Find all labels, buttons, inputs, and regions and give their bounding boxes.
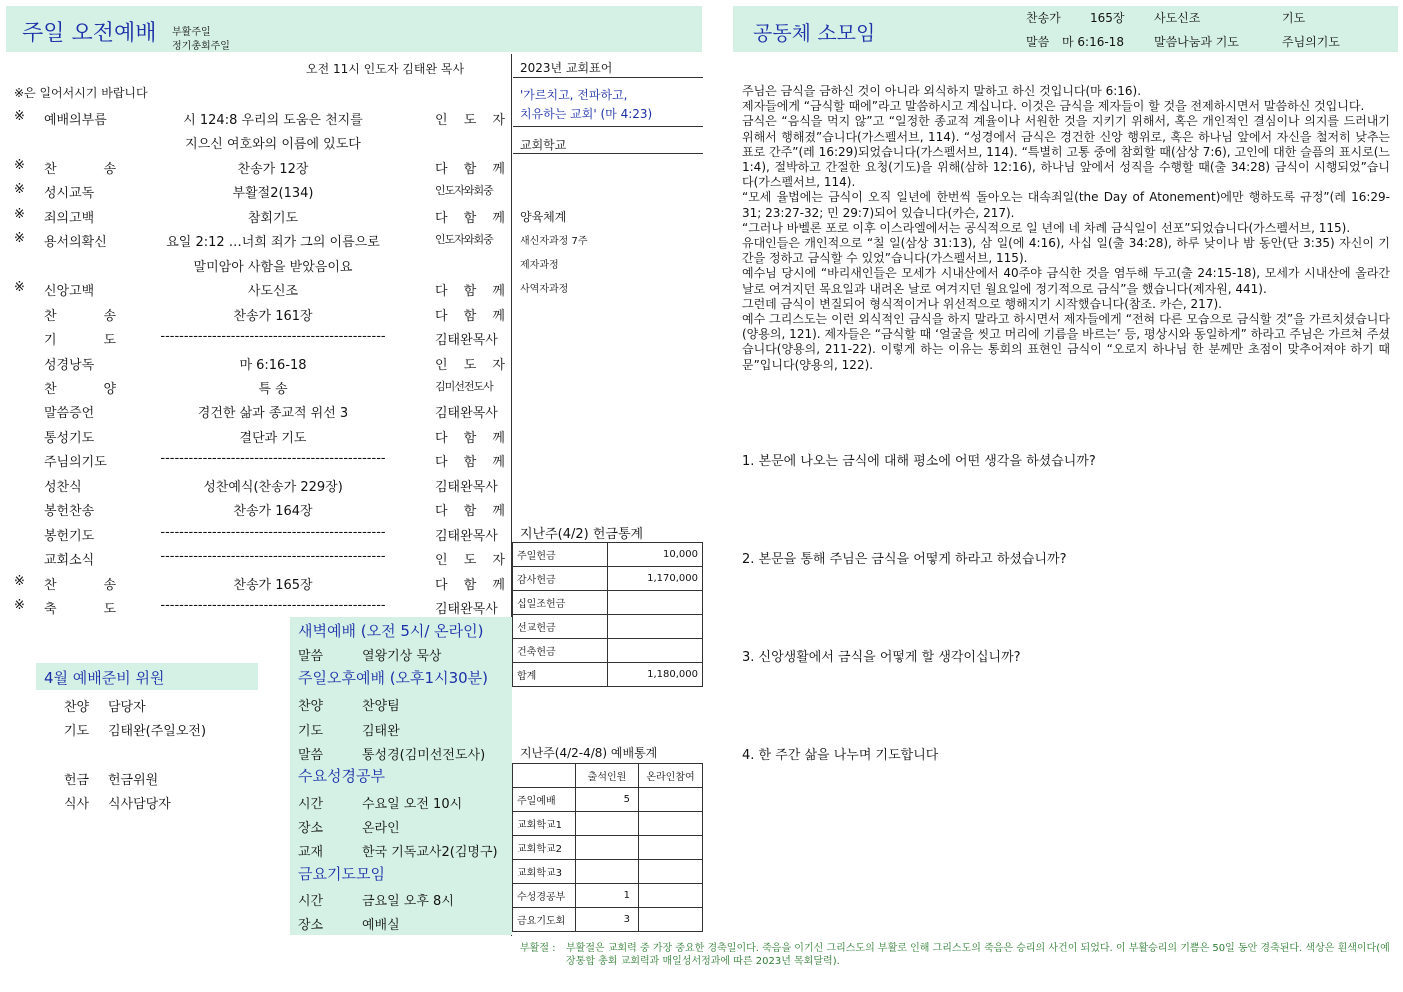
order-person: 다 함 께 xyxy=(435,577,505,593)
order-row xyxy=(10,350,505,374)
order-label: 신앙고백 xyxy=(44,284,95,300)
study-paragraph: 예수님 당시에 “바리새인들은 모세가 시내산에서 40주야 금식한 것을 염두해 두고(출 24:15-18), 모세가 시내산에 올라간 날로 여겨지던 목요일과 내려온 날로 여겨지던 월요일에 정기적으로 금식”을 했습니다(제자원, 441). xyxy=(742,266,1390,296)
order-content: 경건한 삶과 종교적 위선 3 xyxy=(197,406,349,422)
order-label: 용서의확신 xyxy=(44,235,107,251)
order-row xyxy=(10,325,505,349)
study-text xyxy=(742,84,1390,373)
order-person: 김태완목사 xyxy=(435,602,498,617)
order-label: 봉헌기도 xyxy=(44,528,95,544)
attendance-count: 3 xyxy=(576,908,639,932)
order-label: 성시교독 xyxy=(44,186,95,202)
service-info: 오전 11시 인도자 김태완 목사 xyxy=(306,62,465,76)
order-person: 인도자와회중 xyxy=(435,184,493,198)
committee-role: 기도 xyxy=(64,724,90,739)
question-1: 1. 본문에 나오는 금식에 대해 평소에 어떤 생각을 하셨습니까? xyxy=(742,454,1096,469)
order-row xyxy=(10,447,505,471)
order-content: 성찬예식(찬송가 229장) xyxy=(203,479,343,495)
right-header-banner xyxy=(733,6,1398,52)
study-paragraph: 유대인들은 개인적으로 “칠 일(삼상 31:13), 삼 일(에 4:16), 사십 일(출 34:28), 하루 낮이나 밤 동안(단 3:35) 자신이 기간을 정하고 금식할 수 있었”습니다(가스펠서브, 115). xyxy=(742,236,1390,266)
motto-label: 2023년 교회표어 xyxy=(520,61,613,75)
order-row xyxy=(10,594,505,618)
order-label: 성경낭독 xyxy=(44,357,95,373)
order-label: 기 도 xyxy=(44,333,116,349)
afternoon-value-2: 김태완 xyxy=(362,724,400,739)
offering-amount: 1,170,000 xyxy=(608,567,703,591)
order-content: 결단과 기도 xyxy=(239,430,307,446)
hymn-value: 165장 xyxy=(1090,11,1125,25)
order-content: 지으신 여호와의 이름에 있도다 xyxy=(185,137,361,153)
attendance-name: 교회학교2 xyxy=(513,836,576,860)
offering-amount xyxy=(608,591,703,615)
creed-text: 사도신조 xyxy=(1154,11,1201,25)
order-person: 다 함 께 xyxy=(435,430,505,446)
order-label: 죄의고백 xyxy=(44,210,95,226)
dawn-title: 새벽예배 (오전 5시/ 온라인) xyxy=(298,622,484,640)
offering-name: 선교헌금 xyxy=(513,615,608,639)
order-content: 요일 2:12 …너희 죄가 그의 이름으로 xyxy=(166,235,380,251)
offering-amount: 1,180,000 xyxy=(608,663,703,687)
dawn-value: 열왕기상 묵상 xyxy=(362,649,442,664)
offering-name: 합계 xyxy=(513,663,608,687)
standing-mark: ※ xyxy=(14,206,25,222)
order-content: ------------------------------------------------ xyxy=(160,598,386,613)
order-content: 찬송가 161장 xyxy=(233,308,313,324)
committee-name: 헌금위원 xyxy=(108,773,159,788)
order-row xyxy=(10,398,505,422)
order-person: 김태완목사 xyxy=(435,406,498,422)
order-person: 다 함 께 xyxy=(435,308,505,324)
wednesday-label-3: 교재 xyxy=(298,845,324,860)
attendance-row xyxy=(513,860,703,884)
offering-title: 지난주(4/2) 헌금통계 xyxy=(520,527,644,542)
order-person: 김미선전도사 xyxy=(435,379,493,393)
order-content: 찬송가 12장 xyxy=(237,161,309,177)
friday-title: 금요기도모임 xyxy=(298,865,385,883)
order-person: 김태완목사 xyxy=(435,528,498,544)
standing-mark: ※ xyxy=(14,598,25,613)
committee-name: 식사담당자 xyxy=(108,797,171,812)
standing-mark: ※ xyxy=(14,182,25,198)
wednesday-title: 수요성경공부 xyxy=(298,767,385,785)
header-sub2: 정기총회주일 xyxy=(172,41,230,52)
wednesday-label-1: 시간 xyxy=(298,797,324,812)
attendance-online xyxy=(639,908,703,932)
order-row xyxy=(10,472,505,496)
order-content: 찬송가 165장 xyxy=(233,577,313,593)
study-paragraph: 금식은 “음식을 먹지 않”고 “일정한 종교적 계율이나 서원한 것을 지키기 위해서, 혹은 개인적인 결심이나 의지를 드러내기 위해서 행해졌”습니다(가스펠서브, 114). “성경에서 금식은 경건한 신앙 행위로, 혹은 하나님 앞에서 자신을 철저히 낮추는 표로 간주”(레 16:29)되었습니다(가스펠서브, 114). “특별히 고통 중에 참회할 때(삼상 7:6), 고인에 대한 슬픔의 표시로(느 1:4), 절박하고 간절한 요청(기도)을 위해(삼하 12:16), 하나님 앞에서 성직을 수행할 때(출 34:28) 금식이 시행되었”습니다(가스펠서브, 114). xyxy=(742,114,1390,190)
committee-role: 식사 xyxy=(64,797,90,812)
attendance-count: 1 xyxy=(576,884,639,908)
order-content: 사도신조 xyxy=(247,284,299,300)
word-label: 말씀 xyxy=(1026,35,1050,49)
rise-note: ※은 일어서시기 바랍니다 xyxy=(14,86,148,100)
offering-amount: 10,000 xyxy=(608,543,703,567)
attendance-row xyxy=(513,884,703,908)
order-row xyxy=(10,496,505,520)
order-content: 시 124:8 우리의 도움은 천지를 xyxy=(183,113,363,128)
order-row xyxy=(10,154,505,178)
standing-mark: ※ xyxy=(14,573,25,589)
attendance-online xyxy=(639,812,703,836)
offering-amount xyxy=(608,639,703,663)
order-row xyxy=(10,521,505,545)
order-row xyxy=(10,105,505,129)
dawn-label: 말씀 xyxy=(298,649,324,664)
attendance-name: 교회학교1 xyxy=(513,812,576,836)
attendance-name: 교회학교3 xyxy=(513,860,576,884)
other-services-box xyxy=(290,617,512,935)
attendance-count xyxy=(576,860,639,884)
attendance-name: 주일예배 xyxy=(513,788,576,812)
order-row xyxy=(10,276,505,300)
footnote-label: 부활절 : xyxy=(520,943,556,954)
afternoon-label-1: 찬양 xyxy=(298,699,324,714)
motto-line2: 치유하는 교회' (마 4:23) xyxy=(520,107,653,121)
attendance-header xyxy=(513,764,576,788)
order-row xyxy=(10,252,505,276)
study-paragraph: 예수 그리스도는 이런 외식적인 금식을 하지 말라고 하시면서 제자들에게 “전혀 다른 모습으로 금식할 것”을 가르치셨습니다(양용의, 121). 제자들은 “금식할 때 ‘얼굴을 씻고 머리에 기름을 바르는’ 등, 평상시와 동일하게” 하라고 주님은 가르쳐 주셨습니다(양용의, 211-22). 이렇게 하는 이유는 통회의 표현인 금식이 “오로지 하나님 한 분께만 초점이 맞추어져야 하기 때문”입니다(양용의, 122). xyxy=(742,312,1390,372)
order-row xyxy=(10,178,505,202)
offering-row xyxy=(513,639,703,663)
order-person: 인 도 자 xyxy=(435,113,505,128)
offering-name: 주일헌금 xyxy=(513,543,608,567)
header-sub1: 부활주일 xyxy=(172,27,211,38)
motto-line1: '가르치고, 전파하고, xyxy=(520,88,628,102)
attendance-online xyxy=(639,836,703,860)
standing-mark: ※ xyxy=(14,109,25,124)
training-item-1: 새신자과정 7주 xyxy=(520,236,588,247)
order-person: 다 함 께 xyxy=(435,210,505,226)
order-content: 참회기도 xyxy=(247,210,299,226)
attendance-online xyxy=(639,860,703,884)
attendance-row xyxy=(513,908,703,932)
training-label: 양육체계 xyxy=(520,210,567,224)
attendance-title: 지난주(4/2-4/8) 예배통계 xyxy=(520,746,658,760)
wednesday-value-1: 수요일 오전 10시 xyxy=(362,797,463,812)
left-header-banner xyxy=(6,6,702,52)
order-content: 마 6:16-18 xyxy=(239,357,307,373)
committee-name: 김태완(주일오전) xyxy=(108,724,207,739)
standing-mark: ※ xyxy=(14,231,25,247)
order-label: 통성기도 xyxy=(44,430,95,446)
committee-role: 찬양 xyxy=(64,700,90,715)
word-value: 마 6:16-18 xyxy=(1062,35,1124,49)
afternoon-label-3: 말씀 xyxy=(298,748,324,763)
order-label: 주님의기도 xyxy=(44,455,107,471)
offering-row xyxy=(513,543,703,567)
order-label: 축 도 xyxy=(44,602,116,617)
attendance-online xyxy=(639,884,703,908)
committee-name: 담당자 xyxy=(108,700,146,715)
friday-label-1: 시간 xyxy=(298,894,324,909)
friday-value-1: 금요일 오후 8시 xyxy=(362,894,454,909)
order-label: 찬 송 xyxy=(44,161,116,177)
order-content: ------------------------------------------------ xyxy=(160,549,386,565)
standing-mark: ※ xyxy=(14,280,25,296)
school-label: 교회학교 xyxy=(520,138,567,152)
standing-mark: ※ xyxy=(14,157,25,173)
offering-row xyxy=(513,663,703,687)
order-content: 찬송가 164장 xyxy=(233,504,313,520)
order-row xyxy=(10,570,505,594)
order-content: 말미암아 사함을 받았음이요 xyxy=(193,259,353,275)
order-person: 다 함 께 xyxy=(435,504,505,520)
order-person: 인도자와회중 xyxy=(435,233,493,247)
training-item-3: 사역자과정 xyxy=(520,284,569,295)
friday-value-2: 예배실 xyxy=(362,918,400,933)
attendance-name: 금요기도회 xyxy=(513,908,576,932)
order-row xyxy=(10,545,505,569)
offering-table xyxy=(512,542,703,687)
attendance-row xyxy=(513,836,703,860)
afternoon-title: 주일오후예배 (오후1시30분) xyxy=(298,669,489,687)
wednesday-value-3: 한국 기독교사2(김명구) xyxy=(362,845,498,860)
committee-title: 4월 예배준비 위원 xyxy=(44,669,165,687)
afternoon-value-3: 통성경(김미선전도사) xyxy=(362,748,486,763)
offering-row xyxy=(513,615,703,639)
footnote-text: 부활절은 교회력 중 가장 중요한 경축일이다. 죽음을 이기신 그리스도의 부활로 인해 그리스도의 죽음은 승리의 사건이 되었다. 이 부활승리의 기쁨은 50일 동안 경축된다. 색상은 흰색이다(예장통합 총회 교회력과 매일성서정과에 따른 2023년 목회달력). xyxy=(566,943,1390,967)
order-person: 다 함 께 xyxy=(435,455,505,471)
order-row xyxy=(10,301,505,325)
afternoon-label-2: 기도 xyxy=(298,724,324,739)
committee-banner xyxy=(36,663,258,690)
sharing-text: 말씀나눔과 기도 xyxy=(1154,35,1239,49)
order-label: 찬 송 xyxy=(44,308,116,324)
order-person: 김태완목사 xyxy=(435,333,498,349)
wednesday-label-2: 장소 xyxy=(298,821,324,836)
attendance-online xyxy=(639,788,703,812)
page-title: 주일 오전예배 xyxy=(22,21,157,46)
order-label: 교회소식 xyxy=(44,553,95,569)
attendance-header-row xyxy=(513,764,703,788)
order-row xyxy=(10,129,505,153)
offering-name: 건축헌금 xyxy=(513,639,608,663)
prayer-text: 기도 xyxy=(1282,11,1306,25)
attendance-name: 수성경공부 xyxy=(513,884,576,908)
offering-row xyxy=(513,591,703,615)
order-label: 봉헌찬송 xyxy=(44,504,95,520)
attendance-count xyxy=(576,836,639,860)
offering-row xyxy=(513,567,703,591)
study-paragraph: 제자들에게 “금식할 때에”라고 말씀하시고 계십니다. 이것은 금식을 제자들이 할 것을 전제하시면서 말씀하신 것입니다. xyxy=(742,99,1365,114)
order-row xyxy=(10,203,505,227)
hymn-label: 찬송가 xyxy=(1026,11,1061,25)
order-label: 말씀증언 xyxy=(44,406,95,422)
friday-label-2: 장소 xyxy=(298,918,324,933)
question-3: 3. 신앙생활에서 금식을 어떻게 할 생각이십니까? xyxy=(742,650,1021,665)
motto-label-cell xyxy=(513,54,703,78)
order-row xyxy=(10,423,505,447)
lords-prayer-text: 주님의기도 xyxy=(1282,35,1340,49)
order-row xyxy=(10,374,505,398)
order-content: 부활절2(134) xyxy=(232,186,314,202)
order-person: 인 도 자 xyxy=(435,553,505,569)
committee-role: 헌금 xyxy=(64,773,90,788)
offering-amount xyxy=(608,615,703,639)
order-row xyxy=(10,227,505,251)
order-content: 특 송 xyxy=(258,381,288,397)
attendance-row xyxy=(513,812,703,836)
section-title: 공동체 소모임 xyxy=(753,21,876,45)
study-paragraph: “그러나 바벨론 포로 이후 이스라엘에서는 공식적으로 일 년에 네 차례 금식일이 선포”되었습니다(가스펠서브, 115). xyxy=(742,220,1351,235)
order-label: 예배의부름 xyxy=(44,113,107,128)
order-content: ------------------------------------------------ xyxy=(160,524,386,540)
attendance-count: 5 xyxy=(576,788,639,812)
attendance-count xyxy=(576,812,639,836)
order-label: 찬 양 xyxy=(44,381,116,397)
wednesday-value-2: 온라인 xyxy=(362,821,400,836)
order-content: ------------------------------------------------ xyxy=(160,451,386,467)
order-person: 다 함 께 xyxy=(435,161,505,177)
order-label: 성찬식 xyxy=(44,479,82,495)
training-item-2: 제자과정 xyxy=(520,260,559,271)
offering-name: 감사헌금 xyxy=(513,567,608,591)
attendance-header: 출석인원 xyxy=(576,764,639,788)
attendance-row xyxy=(513,788,703,812)
order-person: 인 도 자 xyxy=(435,357,505,373)
order-label: 찬 송 xyxy=(44,577,116,593)
attendance-header: 온라인참여 xyxy=(639,764,703,788)
study-paragraph: “모세 율법에는 금식이 오직 일년에 한번씩 돌아오는 대속죄일(the Day of Atonement)에만 행하도록 규정”(레 16:29-31; 23:27-32; 민 29:7)되어 있습니다(카슨, 217). xyxy=(742,190,1390,220)
study-paragraph: 그런데 금식이 변질되어 형식적이거나 위선적으로 행해지기 시작했습니다(참조. 카슨, 217). xyxy=(742,296,1222,311)
attendance-table xyxy=(512,763,703,932)
order-person: 김태완목사 xyxy=(435,479,498,495)
study-paragraph: 주님은 금식을 금하신 것이 아니라 외식하지 말하고 하신 것입니다(마 6:16). xyxy=(742,84,1142,98)
offering-name: 십일조헌금 xyxy=(513,591,608,615)
order-person: 다 함 께 xyxy=(435,284,505,300)
school-cell xyxy=(513,126,703,154)
question-4: 4. 한 주간 삶을 나누며 기도합니다 xyxy=(742,748,939,763)
question-2: 2. 본문을 통해 주님은 금식을 어떻게 하라고 하셨습니까? xyxy=(742,552,1067,567)
order-content: ------------------------------------------------ xyxy=(160,329,386,345)
afternoon-value-1: 찬양팀 xyxy=(362,699,400,714)
